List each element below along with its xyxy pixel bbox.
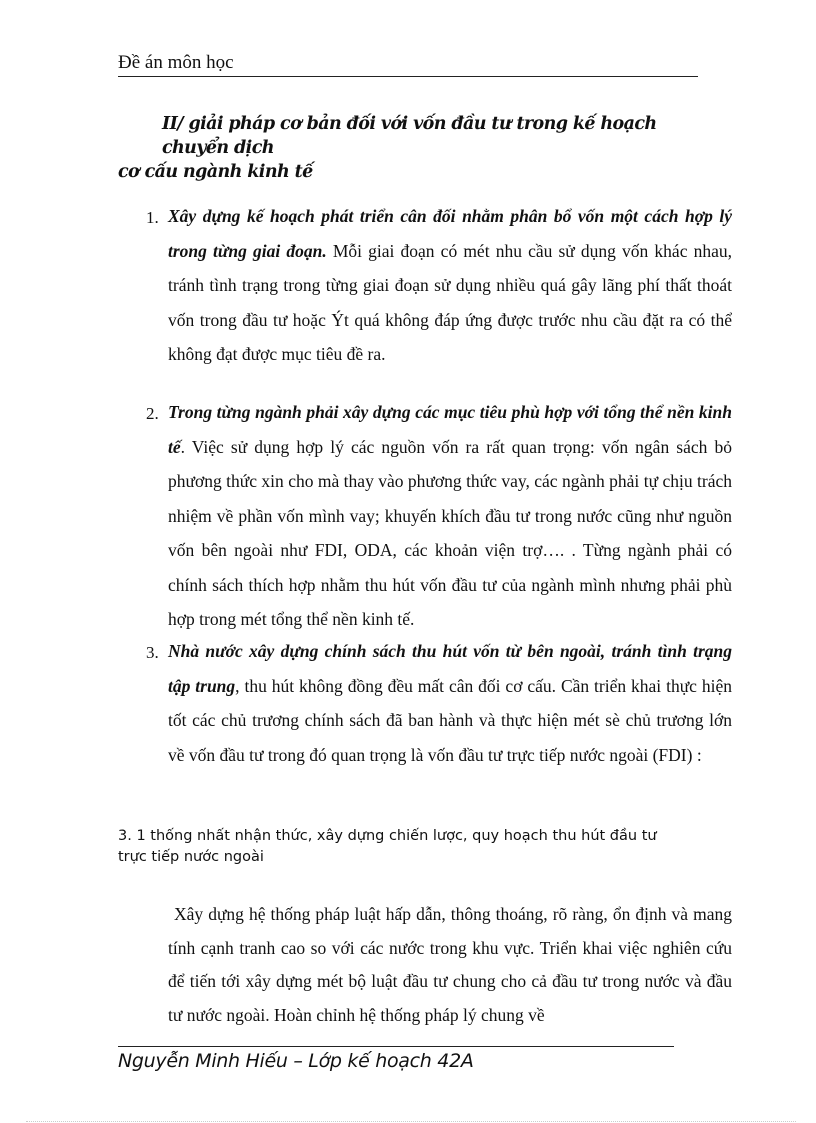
- footer-divider: [118, 1046, 674, 1047]
- list-item-lead: Trong từng ngành phải xây dựng các mục tiêu phù hợp với tổng thể nền kinh tế: [168, 402, 732, 457]
- list-item: [146, 395, 732, 637]
- list-item-lead: Nhà nước xây dựng chính sách thu hút vốn từ bên ngoài, tránh tình trạng tập trung: [168, 641, 732, 696]
- section-title: [118, 112, 718, 184]
- list-item-number: 3.: [146, 643, 159, 662]
- subsection-title-line2: trực tiếp nước ngoài: [118, 849, 264, 865]
- list-item-body: , thu hút không đồng đều mất cân đối cơ cấu. Cần triển khai thực hiện tốt các chủ trương chính sách đã ban hành và thực hiện mét sè chủ trương lớn về vốn đầu tư trong đó quan trọng là vốn đầu tư trực tiếp nước ngoài (FDI) :: [168, 675, 732, 765]
- list-item: [146, 199, 732, 372]
- page-bottom-edge: [26, 1121, 796, 1122]
- list-item-body: Mỗi giai đoạn có mét nhu cầu sử dụng vốn khác nhau, tránh tình trạng trong từng giai đoạn sử dụng nhiều quá gây lãng phí thất thoát vốn trong đầu tư hoặc Ýt quá không đáp ứng được trước nhu cầu đặt ra có thể không đạt được mục tiêu đề ra.: [168, 240, 732, 364]
- list-item-number: 1.: [146, 208, 159, 227]
- list-item-lead: Xây dựng kế hoạch phát triển cân đối nhằm phân bổ vốn một cách hợp lý trong từng giai đoạn.: [168, 206, 732, 261]
- page-header: Đề án môn học: [118, 52, 698, 77]
- list-item-body: . Việc sử dụng hợp lý các nguồn vốn ra rất quan trọng: vốn ngân sách bỏ phương thức xin cho mà thay vào phương thức vay, các ngành phải tự chịu trách nhiệm về phần vốn mình vay; khuyến khích đầu tư trong nước cũng như nguồn vốn bên ngoài như FDI, ODA, các khoản viện trợ…. . Từng ngành phải có chính sách thích hợp nhằm thu hút vốn đầu tư của ngành mình nhưng phải phù hợp trong mét tổng thể nền kinh tế.: [168, 436, 732, 629]
- body-paragraph: Xây dựng hệ thống pháp luật hấp dẫn, thông thoáng, rõ ràng, ổn định và mang tính cạnh tranh cao so với các nước trong khu vực. Triển khai việc nghiên cứu để tiến tới xây dựng mét bộ luật đầu tư chung cho cả đầu tư trong nước và đầu tư nước ngoài. Hoàn chỉnh hệ thống pháp lý chung về: [168, 904, 732, 1025]
- section-title-line2: cơ cấu ngành kinh tế: [118, 162, 313, 182]
- section-title-line1: II/ giải pháp cơ bản đối với vốn đầu tư trong kế hoạch chuyển dịch: [162, 114, 657, 158]
- subsection-title: [118, 826, 698, 868]
- page-footer: Nguyễn Minh Hiếu – Lớp kế hoạch 42A: [118, 1050, 474, 1072]
- subsection-title-line1: 3. 1 thống nhất nhận thức, xây dựng chiến lược, quy hoạch thu hút đầu tư: [118, 828, 657, 844]
- list-item-number: 2.: [146, 404, 159, 423]
- list-item: [146, 634, 732, 772]
